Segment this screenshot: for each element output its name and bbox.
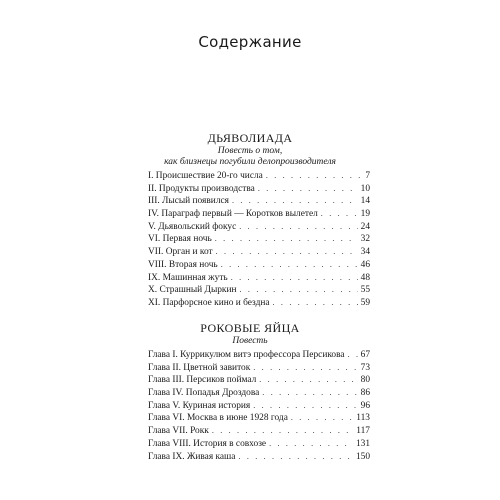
toc-entry-label: III. Лысый появился — [148, 196, 229, 207]
toc-entry — [148, 439, 370, 452]
toc-entry-label: Глава IX. Живая каша — [148, 451, 236, 462]
toc-entry-label: Глава II. Цветной завиток — [148, 362, 251, 373]
toc-entry-page: 117 — [356, 426, 370, 437]
toc-entry-label: IX. Машинная жуть — [148, 272, 228, 283]
toc-entry — [148, 452, 370, 465]
toc-entry — [148, 388, 370, 401]
toc-entry — [148, 413, 370, 426]
toc-entry-label: Глава V. Куриная история — [148, 400, 251, 411]
toc-entry-page: 80 — [360, 375, 370, 386]
dot-leader — [273, 298, 358, 307]
toc-entry — [148, 273, 370, 286]
dot-leader — [238, 452, 353, 461]
dot-leader — [212, 426, 353, 435]
toc-list-rokovye-yaytsa — [148, 350, 370, 464]
dot-leader — [262, 388, 357, 397]
dot-leader — [216, 247, 358, 256]
dot-leader — [239, 222, 357, 231]
toc-entry-page: 48 — [360, 272, 370, 283]
toc-entry — [148, 363, 370, 376]
toc-entry — [148, 426, 370, 439]
toc-entry-page: 24 — [360, 221, 370, 232]
toc-entry-page: 32 — [360, 234, 370, 245]
toc-entry — [148, 222, 370, 235]
section-subtitle-line: как близнецы погубили делопроизводителя — [164, 157, 336, 167]
toc-entry — [148, 247, 370, 260]
toc-entry-page: 19 — [360, 209, 370, 220]
section-title-dyavoliada: ДЬЯВОЛИАДА — [207, 131, 293, 145]
dot-leader — [253, 401, 357, 410]
dot-leader — [291, 413, 353, 422]
toc-entry-label: XI. Парфорсное кино и бездна — [148, 297, 270, 308]
toc-entry-label: II. Продукты производства — [148, 183, 255, 194]
toc-entry-label: VII. Орган и кот — [148, 247, 213, 258]
toc-entry — [148, 350, 370, 363]
toc-entry-page: 7 — [365, 171, 370, 181]
toc-entry — [148, 260, 370, 273]
dot-leader — [266, 171, 362, 180]
toc-entry-page: 14 — [360, 196, 370, 207]
toc-entry-page: 46 — [360, 259, 370, 270]
toc-entry — [148, 285, 370, 298]
page-title: Содержание — [198, 33, 302, 51]
dot-leader — [259, 375, 357, 384]
toc-entry-page: 86 — [360, 388, 370, 399]
toc-entry — [148, 375, 370, 388]
section-title-rokovye-yaytsa: РОКОВЫЕ ЯЙЦА — [200, 321, 300, 335]
dot-leader — [321, 209, 358, 218]
toc-entry — [148, 196, 370, 209]
dot-leader — [232, 196, 358, 205]
dot-leader — [348, 350, 358, 359]
toc-entry-label: I. Происшествие 20-го числа — [148, 171, 263, 181]
toc-entry-label: V. Дьявольский фокус — [148, 221, 237, 232]
toc-entry-label: Глава I. Куррикулюм витэ профессора Персикова — [148, 350, 345, 360]
toc-entry-label: Глава VII. Рокк — [148, 426, 209, 437]
toc-entry-page: 34 — [360, 247, 370, 258]
toc-entry-page: 113 — [356, 413, 370, 424]
toc-entry — [148, 184, 370, 197]
toc-entry-label: Глава IV. Попадья Дроздова — [148, 388, 260, 399]
dot-leader — [221, 260, 358, 269]
toc-list-dyavoliada — [148, 171, 370, 311]
toc-entry — [148, 401, 370, 414]
toc-entry-label: VIII. Вторая ночь — [148, 259, 218, 270]
toc-entry-label: Глава III. Персиков поймал — [148, 375, 257, 386]
dot-leader — [240, 285, 358, 294]
toc-entry-page: 10 — [360, 183, 370, 194]
dot-leader — [253, 363, 357, 372]
toc-entry-page: 150 — [355, 451, 370, 462]
dot-leader — [269, 439, 353, 448]
toc-entry-page: 96 — [360, 400, 370, 411]
toc-entry-page: 59 — [360, 297, 370, 308]
toc-entry-label: VI. Первая ночь — [148, 234, 212, 245]
toc-entry-label: Глава VI. Москва в июне 1928 года — [148, 413, 288, 424]
dot-leader — [231, 273, 358, 282]
toc-entry — [148, 171, 370, 184]
toc-entry — [148, 209, 370, 222]
toc-entry-page: 67 — [360, 350, 370, 360]
toc-entry-page: 73 — [360, 362, 370, 373]
toc-entry — [148, 234, 370, 247]
toc-entry-label: IV. Параграф первый — Коротков вылетел — [148, 209, 318, 220]
toc-entry-page: 131 — [355, 438, 370, 449]
section-subtitle-line: Повесть — [232, 336, 268, 346]
toc-entry-label: Глава VIII. История в совхозе — [148, 438, 267, 449]
toc-entry-label: X. Страшный Дыркин — [148, 285, 237, 296]
dot-leader — [215, 234, 358, 243]
toc-entry — [148, 298, 370, 311]
section-subtitle-line: Повесть о том, — [217, 146, 283, 156]
toc-entry-page: 55 — [360, 285, 370, 296]
dot-leader — [258, 184, 358, 193]
